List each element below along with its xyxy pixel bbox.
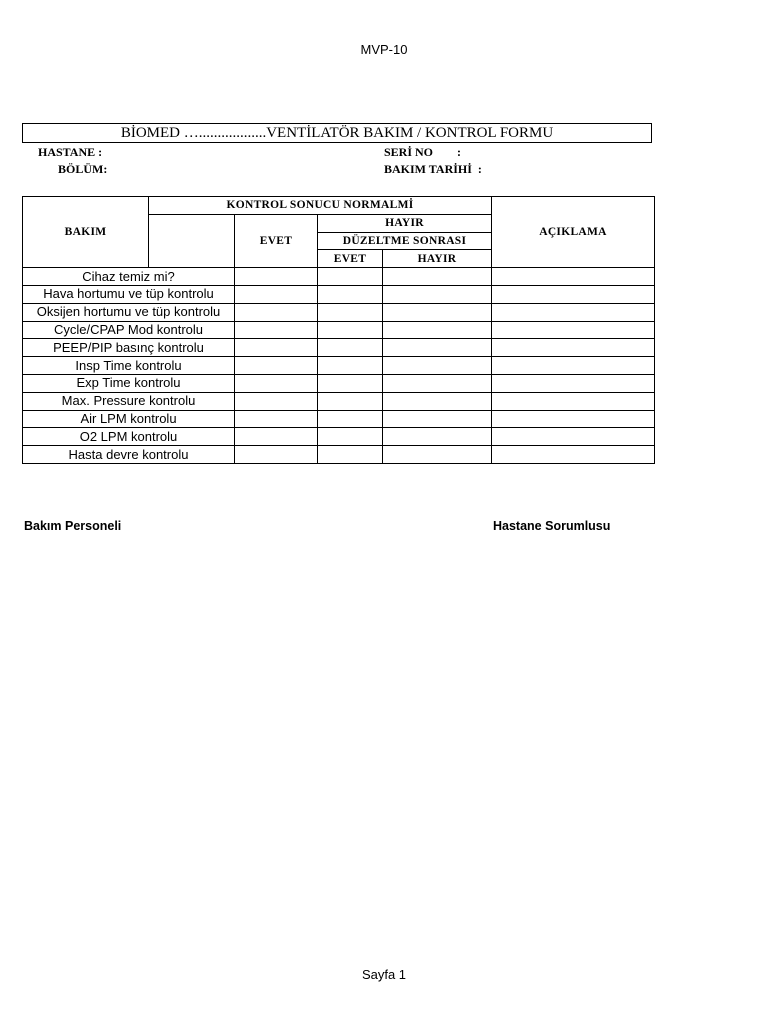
cell-aciklama[interactable] [492,339,655,357]
cell-duzeltme-evet[interactable] [318,285,383,303]
cell-duzeltme-hayir[interactable] [383,268,492,286]
table-row [23,285,655,303]
page-header: MVP-10 [360,42,408,57]
cell-evet[interactable] [235,321,318,339]
table-row [23,410,655,428]
cell-evet[interactable] [235,339,318,357]
cell-aciklama[interactable] [492,285,655,303]
cell-evet[interactable] [235,357,318,375]
cell-evet[interactable] [235,410,318,428]
cell-aciklama[interactable] [492,357,655,375]
cell-duzeltme-hayir[interactable] [383,303,492,321]
cell-evet[interactable] [235,303,318,321]
signature-hastane-sorumlusu: Hastane Sorumlusu [493,519,611,533]
cell-aciklama[interactable] [492,392,655,410]
group-header-kontrol-sonucu: KONTROL SONUCU NORMALMİ [149,197,492,215]
col-header-evet: EVET [235,214,318,267]
cell-aciklama[interactable] [492,446,655,464]
table-row [23,357,655,375]
row-label: PEEP/PIP basınç kontrolu [23,339,235,357]
col-header-hayir: HAYIR [318,214,492,232]
row-label: Cihaz temiz mi? [23,268,235,286]
cell-duzeltme-evet[interactable] [318,392,383,410]
cell-evet[interactable] [235,392,318,410]
cell-duzeltme-hayir[interactable] [383,357,492,375]
row-label: Hasta devre kontrolu [23,446,235,464]
table-row [23,321,655,339]
cell-duzeltme-evet[interactable] [318,321,383,339]
subheader-hayir: HAYIR [383,250,492,268]
table-row [23,268,655,286]
cell-duzeltme-evet[interactable] [318,374,383,392]
col-header-bakim: BAKIM [23,197,149,268]
row-label: Cycle/CPAP Mod kontrolu [23,321,235,339]
bolum-label: BÖLÜM: [58,162,108,176]
cell-duzeltme-evet[interactable] [318,303,383,321]
cell-aciklama[interactable] [492,268,655,286]
cell-aciklama[interactable] [492,410,655,428]
table-row [23,303,655,321]
blank-header-cell [149,214,235,267]
table-row [23,392,655,410]
row-label: Air LPM kontrolu [23,410,235,428]
page-footer: Sayfa 1 [361,967,407,982]
subheader-evet: EVET [318,250,383,268]
cell-aciklama[interactable] [492,374,655,392]
table-row [23,374,655,392]
cell-duzeltme-hayir[interactable] [383,374,492,392]
row-label: Oksijen hortumu ve tüp kontrolu [23,303,235,321]
subheader-duzeltme-sonrasi: DÜZELTME SONRASI [318,232,492,250]
row-label: O2 LPM kontrolu [23,428,235,446]
row-label: Hava hortumu ve tüp kontrolu [23,285,235,303]
table-row [23,339,655,357]
cell-evet[interactable] [235,446,318,464]
cell-evet[interactable] [235,285,318,303]
table-row [23,428,655,446]
cell-evet[interactable] [235,268,318,286]
cell-duzeltme-hayir[interactable] [383,428,492,446]
cell-duzeltme-evet[interactable] [318,446,383,464]
row-label: Exp Time kontrolu [23,374,235,392]
cell-duzeltme-hayir[interactable] [383,321,492,339]
cell-aciklama[interactable] [492,303,655,321]
cell-evet[interactable] [235,428,318,446]
cell-duzeltme-evet[interactable] [318,428,383,446]
cell-evet[interactable] [235,374,318,392]
cell-duzeltme-evet[interactable] [318,268,383,286]
cell-duzeltme-hayir[interactable] [383,446,492,464]
row-label: Insp Time kontrolu [23,357,235,375]
cell-duzeltme-hayir[interactable] [383,410,492,428]
row-label: Max. Pressure kontrolu [23,392,235,410]
cell-duzeltme-hayir[interactable] [383,392,492,410]
signature-bakim-personeli: Bakım Personeli [24,519,122,533]
cell-aciklama[interactable] [492,321,655,339]
cell-duzeltme-hayir[interactable] [383,339,492,357]
hastane-label: HASTANE : [38,145,103,159]
cell-duzeltme-evet[interactable] [318,357,383,375]
form-title: BİOMED …..................VENTİLATÖR BAKIM / KONTROL FORMU [22,123,652,143]
cell-duzeltme-evet[interactable] [318,339,383,357]
seri-no-label: SERİ NO : [384,145,462,159]
cell-duzeltme-evet[interactable] [318,410,383,428]
cell-aciklama[interactable] [492,428,655,446]
bakim-tarihi-label: BAKIM TARİHİ : [384,162,482,176]
maintenance-table [22,196,655,464]
table-row [23,446,655,464]
col-header-aciklama: AÇIKLAMA [492,197,655,268]
cell-duzeltme-hayir[interactable] [383,285,492,303]
